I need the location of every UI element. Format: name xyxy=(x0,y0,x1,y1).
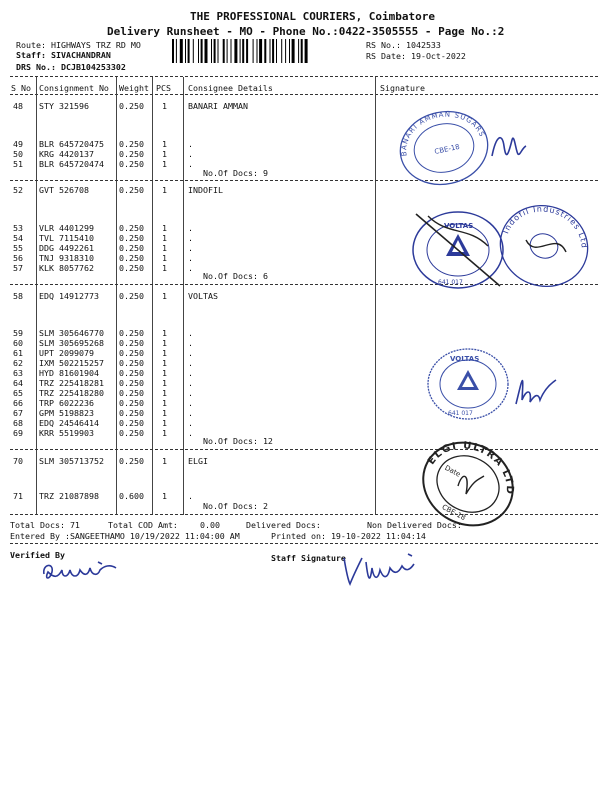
pcs-cell: 1 xyxy=(162,185,167,195)
pcs-cell: 1 xyxy=(162,233,167,243)
sno-cell: 49 xyxy=(13,139,23,149)
staff-signature-label: Staff Signature xyxy=(271,553,346,563)
svg-text:Indofil Industries Ltd: Indofil Industries Ltd xyxy=(501,204,589,250)
weight-cell: 0.250 xyxy=(119,139,144,149)
route-label: Route: HIGHWAYS TRZ RD MO xyxy=(16,40,141,50)
weight-cell: 0.250 xyxy=(119,398,144,408)
detail-mark: . xyxy=(188,149,193,159)
weight-cell: 0.250 xyxy=(119,233,144,243)
sno-cell: 53 xyxy=(13,223,23,233)
weight-cell: 0.250 xyxy=(119,358,144,368)
pcs-cell: 1 xyxy=(162,328,167,338)
detail-mark: . xyxy=(188,159,193,169)
signature-mark xyxy=(488,126,530,166)
pcs-cell: 1 xyxy=(162,139,167,149)
sno-cell: 57 xyxy=(13,263,23,273)
barcode xyxy=(172,39,358,63)
detail-mark: . xyxy=(188,388,193,398)
svg-text:BANARI AMMAN SUGARS LTD: BANARI AMMAN SUGARS xyxy=(400,110,487,157)
total-cod-label: Total COD Amt: xyxy=(108,520,178,530)
table-row xyxy=(0,291,600,301)
weight-cell: 0.250 xyxy=(119,185,144,195)
consignment-cell: TRP 6022236 xyxy=(39,398,94,408)
consignment-cell: EDQ 24546414 xyxy=(39,418,99,428)
detail-mark: . xyxy=(188,491,193,501)
pcs-cell: 1 xyxy=(162,378,167,388)
sno-cell: 71 xyxy=(13,491,23,501)
col-weight: Weight xyxy=(119,83,149,93)
pcs-cell: 1 xyxy=(162,263,167,273)
consignment-cell: SLM 305695268 xyxy=(39,338,104,348)
svg-text:VOLTAS: VOLTAS xyxy=(450,355,480,363)
svg-text:CBE-18: CBE-18 xyxy=(433,142,461,156)
consignment-cell: HYD 81601904 xyxy=(39,368,99,378)
pcs-cell: 1 xyxy=(162,338,167,348)
consignee-name: INDOFIL xyxy=(188,185,223,195)
detail-mark: . xyxy=(188,223,193,233)
pcs-cell: 1 xyxy=(162,348,167,358)
consignment-cell: GPM 5198823 xyxy=(39,408,94,418)
detail-mark: . xyxy=(188,428,193,438)
consignee-name: BANARI AMMAN xyxy=(188,101,248,111)
header-top-rule xyxy=(10,76,598,77)
pcs-cell: 1 xyxy=(162,398,167,408)
runsheet-title: Delivery Runsheet - MO - Phone No.:0422-3505555 - Page No.:2 xyxy=(107,25,505,38)
docs-count: No.Of Docs: 6 xyxy=(203,271,268,281)
sno-cell: 68 xyxy=(13,418,23,428)
sno-cell: 64 xyxy=(13,378,23,388)
detail-mark: . xyxy=(188,418,193,428)
entered-by: Entered By :SANGEETHAMO 10/19/2022 11:04:00 AM xyxy=(10,531,240,541)
weight-cell: 0.250 xyxy=(119,348,144,358)
svg-text:VOLTAS: VOLTAS xyxy=(444,222,474,230)
weight-cell: 0.250 xyxy=(119,388,144,398)
pcs-cell: 1 xyxy=(162,491,167,501)
weight-cell: 0.250 xyxy=(119,291,144,301)
weight-cell: 0.250 xyxy=(119,149,144,159)
pcs-cell: 1 xyxy=(162,418,167,428)
consignment-cell: UPT 2099079 xyxy=(39,348,94,358)
pcs-cell: 1 xyxy=(162,253,167,263)
detail-mark: . xyxy=(188,348,193,358)
sno-cell: 50 xyxy=(13,149,23,159)
non-delivered-docs: Non Delivered Docs: xyxy=(367,520,462,530)
consignment-cell: VLR 4401299 xyxy=(39,223,94,233)
stamp-indofil xyxy=(496,200,592,292)
svg-text:641 017: 641 017 xyxy=(438,279,463,286)
weight-cell: 0.250 xyxy=(119,253,144,263)
stamp-date-label: Date xyxy=(443,463,462,479)
col-signature: Signature xyxy=(380,83,425,93)
printed-on: Printed on: 19-10-2022 11:04:14 xyxy=(271,531,426,541)
weight-cell: 0.250 xyxy=(119,243,144,253)
sno-cell: 65 xyxy=(13,388,23,398)
sno-cell: 59 xyxy=(13,328,23,338)
pcs-cell: 1 xyxy=(162,358,167,368)
consignment-cell: EDQ 14912773 xyxy=(39,291,99,301)
consignment-cell: TVL 7115410 xyxy=(39,233,94,243)
weight-cell: 0.250 xyxy=(119,338,144,348)
detail-mark: . xyxy=(188,253,193,263)
sno-cell: 51 xyxy=(13,159,23,169)
docs-count: No.Of Docs: 12 xyxy=(203,436,273,446)
col-pcs: PCS xyxy=(156,83,171,93)
sno-cell: 62 xyxy=(13,358,23,368)
table-header xyxy=(0,83,600,93)
svg-text:641 017: 641 017 xyxy=(448,410,473,417)
weight-cell: 0.250 xyxy=(119,263,144,273)
rs-date: RS Date: 19-Oct-2022 xyxy=(366,51,466,61)
sno-cell: 60 xyxy=(13,338,23,348)
verified-signature xyxy=(40,556,130,586)
consignment-cell: TNJ 9318310 xyxy=(39,253,94,263)
pcs-cell: 1 xyxy=(162,368,167,378)
table-row xyxy=(0,101,600,111)
consignment-cell: BLR 645720474 xyxy=(39,159,104,169)
header-bottom-rule xyxy=(10,94,598,95)
docs-count: No.Of Docs: 9 xyxy=(203,168,268,178)
sno-cell: 58 xyxy=(13,291,23,301)
weight-cell: 0.250 xyxy=(119,159,144,169)
group-rule xyxy=(10,180,598,181)
total-docs: Total Docs: 71 xyxy=(10,520,80,530)
detail-mark: . xyxy=(188,243,193,253)
drs-number: DRS No.: DCJB104253302 xyxy=(16,62,126,72)
consignee-name: VOLTAS xyxy=(188,291,218,301)
svg-text:CBE-18: CBE-18 xyxy=(440,503,467,523)
detail-mark: . xyxy=(188,368,193,378)
detail-mark: . xyxy=(188,328,193,338)
weight-cell: 0.250 xyxy=(119,408,144,418)
weight-cell: 0.250 xyxy=(119,456,144,466)
consignment-cell: TRZ 225418281 xyxy=(39,378,104,388)
sno-cell: 69 xyxy=(13,428,23,438)
pcs-cell: 1 xyxy=(162,223,167,233)
pcs-cell: 1 xyxy=(162,159,167,169)
detail-mark: . xyxy=(188,398,193,408)
staff-label: Staff: SIVACHANDRAN xyxy=(16,50,111,60)
pcs-cell: 1 xyxy=(162,388,167,398)
sno-cell: 55 xyxy=(13,243,23,253)
footer-rule xyxy=(10,543,598,544)
consignment-cell: KLK 8057762 xyxy=(39,263,94,273)
detail-mark: . xyxy=(188,358,193,368)
staff-signature xyxy=(338,550,438,590)
consignment-cell: STY 321596 xyxy=(39,101,89,111)
detail-mark: . xyxy=(188,233,193,243)
consignment-cell: SLM 305713752 xyxy=(39,456,104,466)
rs-number: RS No.: 1042533 xyxy=(366,40,441,50)
pcs-cell: 1 xyxy=(162,428,167,438)
stamp-banari-amman xyxy=(398,108,494,188)
pcs-cell: 1 xyxy=(162,243,167,253)
pcs-cell: 1 xyxy=(162,456,167,466)
weight-cell: 0.250 xyxy=(119,328,144,338)
sno-cell: 61 xyxy=(13,348,23,358)
stamp-voltas-2 xyxy=(424,344,512,424)
signature-mark xyxy=(510,360,560,412)
detail-mark: . xyxy=(188,378,193,388)
detail-mark: . xyxy=(188,338,193,348)
consignment-cell: TRZ 225418280 xyxy=(39,388,104,398)
weight-cell: 0.600 xyxy=(119,491,144,501)
consignment-cell: TRZ 21087898 xyxy=(39,491,99,501)
svg-text:ELGI ULTRA LTD: ELGI ULTRA LTD xyxy=(425,440,515,496)
sno-cell: 67 xyxy=(13,408,23,418)
docs-count: No.Of Docs: 2 xyxy=(203,501,268,511)
verified-by-label: Verified By xyxy=(10,550,65,560)
consignment-cell: KRG 4420137 xyxy=(39,149,94,159)
consignment-cell: SLM 305646770 xyxy=(39,328,104,338)
consignment-cell: KRR 5519903 xyxy=(39,428,94,438)
stamp-voltas xyxy=(408,206,508,292)
consignment-cell: BLR 645720475 xyxy=(39,139,104,149)
sno-cell: 48 xyxy=(13,101,23,111)
weight-cell: 0.250 xyxy=(119,418,144,428)
company-name: THE PROFESSIONAL COURIERS, Coimbatore xyxy=(190,10,436,23)
col-sno: S No xyxy=(11,83,31,93)
detail-mark: . xyxy=(188,263,193,273)
delivered-docs: Delivered Docs: xyxy=(246,520,321,530)
table-row xyxy=(0,185,600,195)
detail-mark: . xyxy=(188,139,193,149)
sno-cell: 70 xyxy=(13,456,23,466)
consignment-cell: DDG 4492261 xyxy=(39,243,94,253)
weight-cell: 0.250 xyxy=(119,368,144,378)
pcs-cell: 1 xyxy=(162,408,167,418)
col-consignee: Consignee Details xyxy=(188,83,273,93)
weight-cell: 0.250 xyxy=(119,101,144,111)
sno-cell: 52 xyxy=(13,185,23,195)
weight-cell: 0.250 xyxy=(119,428,144,438)
total-cod-value: 0.00 xyxy=(200,520,220,530)
pcs-cell: 1 xyxy=(162,149,167,159)
pcs-cell: 1 xyxy=(162,101,167,111)
col-consignment: Consignment No xyxy=(39,83,109,93)
weight-cell: 0.250 xyxy=(119,223,144,233)
pcs-cell: 1 xyxy=(162,291,167,301)
consignee-name: ELGI xyxy=(188,456,208,466)
consignment-cell: GVT 526708 xyxy=(39,185,89,195)
sno-cell: 56 xyxy=(13,253,23,263)
detail-mark: . xyxy=(188,408,193,418)
weight-cell: 0.250 xyxy=(119,378,144,388)
consignment-cell: IXM 502215257 xyxy=(39,358,104,368)
sno-cell: 54 xyxy=(13,233,23,243)
sno-cell: 63 xyxy=(13,368,23,378)
stamp-elgi xyxy=(418,436,518,532)
sno-cell: 66 xyxy=(13,398,23,408)
table-row xyxy=(0,328,600,338)
